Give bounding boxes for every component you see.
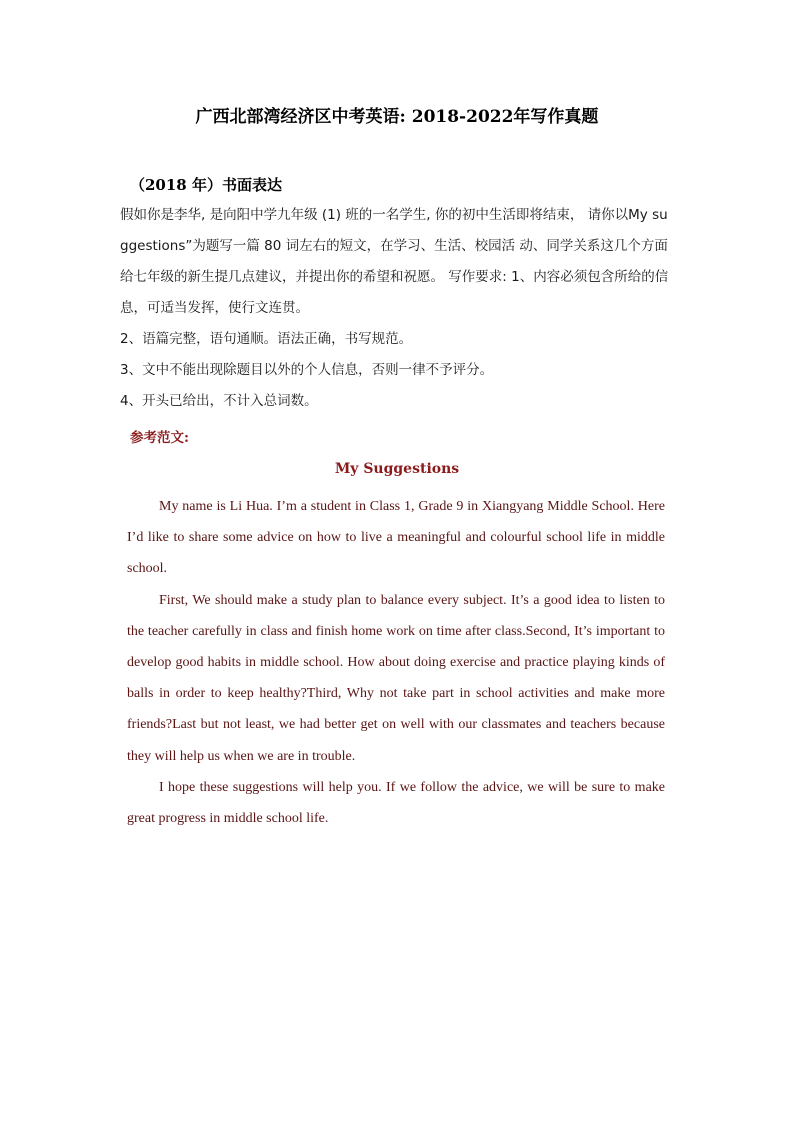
document-title: 广西北部湾经济区中考英语: 2018-2022年写作真题: [195, 107, 599, 127]
prompt-requirement-3: 3、文中不能出现除题目以外的个人信息，否则一律不予评分。: [120, 362, 494, 378]
essay-title: My Suggestions: [334, 461, 460, 477]
writing-prompt: [120, 200, 676, 417]
prompt-paragraph-1: 假如你是李华, 是向阳中学九年级 (1) 班的一名学生, 你的初中生活即将结束， 请你以My suggestions”为题写一篇 80 词左右的短文，在学习、生活、校园活 动、同学关系这几个方面给七年级的新生提几点建议，并提出你的希望和祝愿。 写作要求: 1、内容必须包含所给的信息，可适当发挥，使行文连贯。: [120, 207, 669, 316]
prompt-requirement-4: 4、开头已给出，不计入总词数。: [120, 393, 318, 409]
essay-paragraph-1: My name is Li Hua. I’m a student in Class 1, Grade 9 in Xiangyang Middle School. Here I’d like to share some advice on how to live a meaningful and colourful school life in middle school.: [127, 499, 665, 577]
prompt-requirement-2: 2、语篇完整，语句通顺。语法正确，书写规范。: [120, 331, 413, 347]
essay-paragraph-3: I hope these suggestions will help you. If we follow the advice, we will be sure to make great progress in middle school life.: [127, 779, 665, 827]
section-heading: （2018 年）书面表达: [130, 176, 282, 194]
reference-label: 参考范文:: [130, 430, 189, 446]
essay-paragraph-2: First, We should make a study plan to balance every subject. It’s a good idea to listen to the teacher carefully in class and finish home work on time after class.Second, It’s important to develop good habits in middle school. How about doing exercise and practice playing kinds of balls in order to keep healthy?Third, Why not take part in school activities and make more friends?Last but not least, we had better get on well with our classmates and teachers because they will help us when we are in trouble.: [127, 592, 665, 764]
sample-essay: [127, 491, 665, 834]
